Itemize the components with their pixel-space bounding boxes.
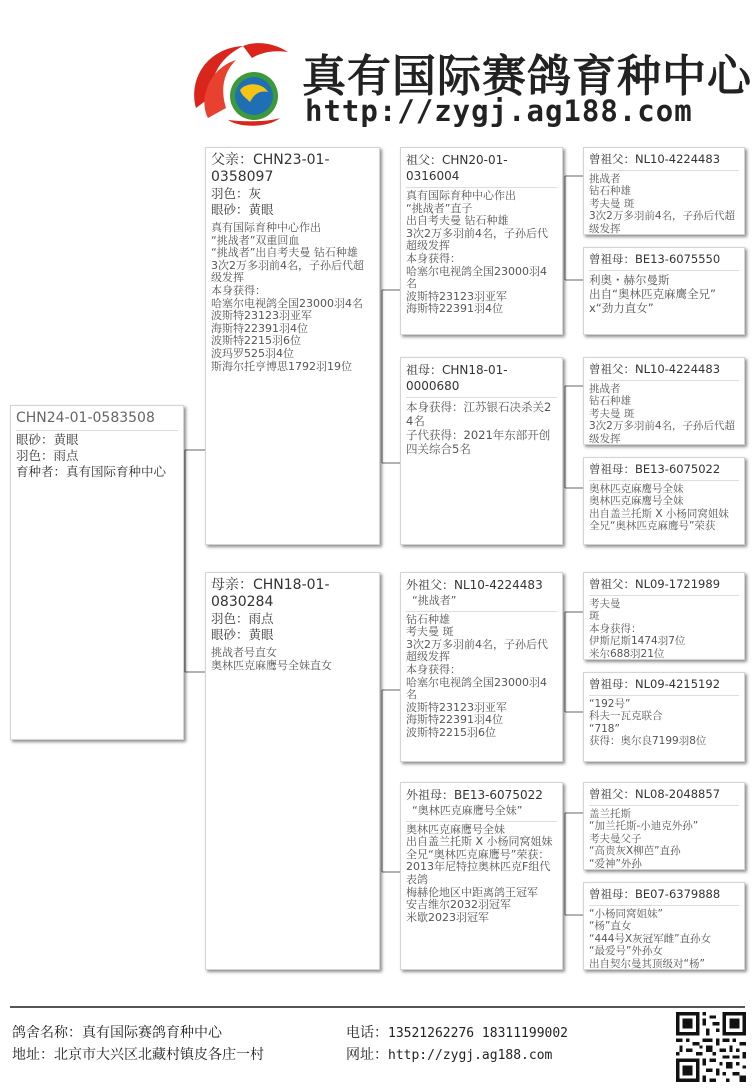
footer-loft: 鸽舍名称：真有国际赛鸽育种中心	[12, 1025, 222, 1041]
subject-feather: 羽色：雨点	[16, 448, 79, 463]
subject-eye: 眼砂：黄眼	[16, 432, 79, 447]
great-grandparent-description: 盖兰托斯 “加兰托斯-小迪克外孙” 考夫曼父子 “高贵灰X柳芭”直孙 “爱神”外孙	[589, 808, 699, 870]
divider	[589, 805, 739, 806]
dam-feather: 羽色：雨点	[211, 611, 274, 626]
great-grandparent-description: 挑战者 钻石种雄 考夫曼 斑 3次2万多羽前4名，子孙后代超级发挥	[589, 383, 736, 445]
paternal-grandsire-card	[400, 147, 563, 335]
sire-card	[205, 147, 380, 545]
great-grandparent-description: 奥林匹克麻鹰号全妹 奥林匹克麻鹰号全妹 出自盖兰托斯 X 小杨同窝姐妹 全兄“奥林匹克麻鹰号”荣获	[589, 483, 729, 533]
paternal-granddam-card	[400, 357, 563, 545]
sire-title: 父亲：CHN23-01-0358097	[211, 152, 330, 185]
divider	[589, 480, 739, 481]
great-grandparent-description: “小杨同窝姐妹” “杨”直女 “444号X灰冠军雌”直孙女 “最爱号”外孙女 出自契尔曼其顶级对“杨”	[589, 908, 712, 970]
great-grandsire-card-1	[583, 147, 745, 235]
dam-title: 母亲：CHN18-01-0830284	[211, 577, 330, 610]
great-grandparent-description: “192号” 科夫一瓦克联合 “718” 获得：奥尔良7199羽8位	[589, 698, 707, 748]
great-grandparent-title: 曾祖父：NL08-2048857	[589, 787, 721, 801]
great-grandsire-card-3	[583, 572, 745, 660]
qr-code-icon	[676, 1012, 746, 1082]
great-grandparent-title: 曾祖母：BE13-6075550	[589, 252, 721, 266]
paternal-granddam-title: 祖母：CHN18-01-0000680	[406, 363, 508, 393]
divider	[406, 397, 557, 398]
great-grandparent-title: 曾祖父：NL09-1721989	[589, 577, 721, 591]
dam-card	[205, 572, 380, 970]
divider	[589, 905, 739, 906]
maternal-granddam-subtitle: “奥林匹克麻鹰号全妹”	[412, 804, 523, 817]
footer-divider	[10, 1006, 745, 1008]
subject-card	[10, 405, 184, 740]
paternal-grandsire-title: 祖父：CHN20-01-0316004	[406, 153, 508, 183]
sire-description: 真有国际育种中心作出 “挑战者”双重回血 “挑战者”出自考夫曼 钻石种雄 3次2万多羽前4名，子孙后代超级发挥 本身获得： 哈塞尔电视鸽全国23000羽4名 波斯特23123羽亚军 海斯特22391羽4位 波斯特2215羽6位 波玛罗525羽4位 斯海尔托亨博思1792羽19位	[211, 221, 364, 373]
maternal-grandsire-subtitle: “挑战者”	[412, 594, 457, 607]
subject-breeder: 育种者：真有国际育种中心	[16, 464, 167, 479]
great-grandsire-card-4	[583, 782, 745, 870]
sire-eye: 眼砂：黄眼	[211, 202, 274, 217]
divider	[406, 611, 557, 612]
great-grandparent-description: 利奥・赫尔曼斯 出自“奥林匹克麻鹰全兄” x“劲力直女”	[589, 273, 716, 315]
maternal-granddam-card	[400, 782, 563, 970]
sire-feather: 羽色：灰	[211, 186, 262, 201]
divider	[589, 595, 739, 596]
maternal-grandsire-description: 钻石种雄 考夫曼 斑 3次2万多羽前4名，子孙后代超级发挥 本身获得： 哈塞尔电视鸽全国23000羽4名 波斯特23123羽亚军 海斯特22391羽4位 波斯特2215羽6位	[406, 612, 548, 739]
paternal-granddam-description: 本身获得：江苏银石决杀关24名 子代获得：2021年东部开创四关综合5名	[406, 400, 552, 456]
maternal-grandsire-card	[400, 572, 563, 762]
great-granddam-card-4	[583, 882, 745, 970]
great-grandparent-title: 曾祖父：NL10-4224483	[589, 152, 721, 166]
divider	[589, 170, 739, 171]
great-grandparent-title: 曾祖母：BE07-6379888	[589, 887, 721, 901]
divider	[406, 187, 557, 188]
brand-title: 真有国际赛鸽育种中心	[302, 51, 752, 102]
brand-url: http://zygj.ag188.com	[305, 94, 693, 128]
subject-ring: CHN24-01-0583508	[16, 410, 155, 426]
maternal-grandsire-title: 外祖父：NL10-4224483	[406, 578, 543, 592]
great-granddam-card-1	[583, 247, 745, 335]
footer-phone: 电话：13521262276 18311199002	[346, 1025, 569, 1041]
maternal-granddam-description: 奥林匹克麻鹰号全妹 出自盖兰托斯 X 小杨同窝姐妹 全兄“奥林匹克麻鹰号”荣获： 2013年尼特拉奥林匹克F组代表鸽 梅赫伦地区中距离鸽王冠军 安吉维尔2032羽冠军 米歇2023羽冠军	[406, 822, 553, 924]
great-grandparent-title: 曾祖母：NL09-4215192	[589, 677, 721, 691]
divider	[589, 380, 739, 381]
great-granddam-card-3	[583, 672, 745, 762]
great-grandparent-title: 曾祖母：BE13-6075022	[589, 462, 721, 476]
dam-eye: 眼砂：黄眼	[211, 627, 274, 642]
great-grandparent-description: 考夫曼 斑 本身获得： 伊斯尼斯1474羽7位 米尔688羽21位	[589, 598, 686, 660]
great-grandsire-card-2	[583, 357, 745, 445]
paternal-grandsire-description: 真有国际育种中心作出 “挑战者”直子 出自考夫曼 钻石种雄 3次2万多羽前4名，子孙后代超级发挥 本身获得： 哈塞尔电视鸽全国23000羽4名 波斯特23123羽亚军 海斯特22391羽4位	[406, 189, 548, 316]
footer-address: 地址：北京市大兴区北藏村镇皮各庄一村	[12, 1047, 264, 1063]
footer-website[interactable]: 网址：http://zygj.ag188.com	[346, 1047, 553, 1063]
divider	[406, 821, 557, 822]
great-grandparent-title: 曾祖父：NL10-4224483	[589, 362, 721, 376]
divider	[589, 270, 739, 271]
divider	[589, 695, 739, 696]
dam-description: 挑战者号直女 奥林匹克麻鹰号全妹直女	[211, 646, 332, 672]
great-granddam-card-2	[583, 457, 745, 545]
great-grandparent-description: 挑战者 钻石种雄 考夫曼 斑 3次2万多羽前4名，子孙后代超级发挥	[589, 173, 736, 235]
divider	[16, 430, 178, 431]
maternal-granddam-title: 外祖母：BE13-6075022	[406, 788, 543, 802]
